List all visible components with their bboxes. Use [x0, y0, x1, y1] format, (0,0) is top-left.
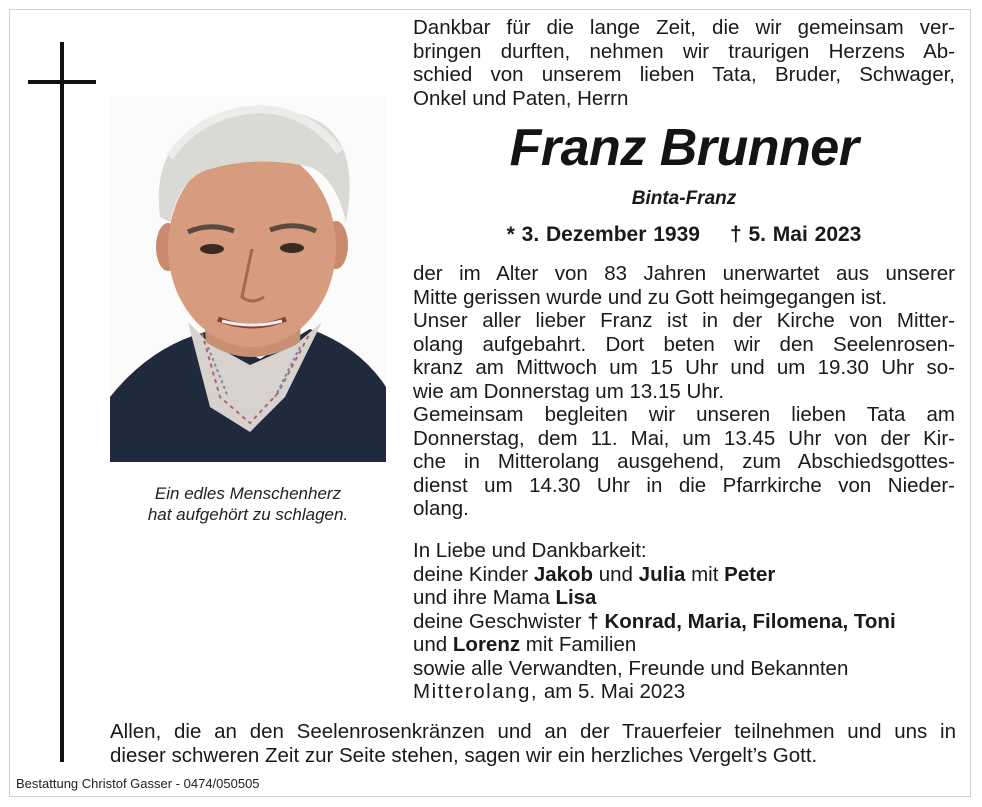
body-line: olang aufgebahrt. Dort beten wir den Seelenrosen- — [413, 332, 955, 356]
intro-line: schied von unserem lieben Tata, Bruder, Schwager, — [413, 63, 955, 86]
intro-line: Onkel und Paten, Herrn — [413, 86, 629, 110]
deceased-nickname: Binta-Franz — [631, 188, 737, 209]
portrait-photo — [110, 97, 386, 462]
life-dates — [413, 223, 955, 247]
body-line: che in Mitterolang ausgehend, zum Abschiedsgottes- — [413, 450, 955, 473]
body-line: Mitte gerissen wurde und zu Gott heimgegangen ist. — [413, 285, 888, 309]
intro-line: Dankbar für die lange Zeit, die wir gemeinsam ver- — [413, 16, 955, 39]
body-line: Gemeinsam begleiten wir unseren lieben Tata am — [413, 403, 955, 426]
funeral-home-footer: Bestattung Christof Gasser - 0474/050505 — [16, 776, 260, 791]
mourners-list — [413, 539, 955, 681]
body-line: dienst um 14.30 Uhr in die Pfarrkirche von Nieder- — [413, 473, 955, 497]
photo-caption — [110, 483, 386, 525]
funeral-details — [413, 262, 955, 521]
body-line: wie am Donnerstag um 13.15 Uhr. — [413, 379, 725, 403]
mourners-line: deine Kinder Jakob und Julia mit Peter — [413, 562, 776, 586]
caption-line: hat aufgehört zu schlagen. — [147, 505, 349, 524]
birth-date: * 3. Dezember 1939 — [506, 223, 700, 246]
cross-icon-horizontal — [28, 80, 96, 84]
place-and-date — [413, 680, 955, 704]
body-line: Unser aller lieber Franz ist in der Kirche von Mitter- — [413, 309, 955, 332]
intro-line: bringen durften, nehmen wir traurigen Herzens Ab- — [413, 39, 955, 63]
place: Mitterolang, — [413, 680, 539, 703]
thanks-line: dieser schweren Zeit zur Seite stehen, sagen wir ein herzliches Vergelt’s Gott. — [110, 743, 818, 767]
mourners-line: und ihre Mama Lisa — [413, 586, 597, 610]
body-line: der im Alter von 83 Jahren unerwartet aus unserer — [413, 262, 955, 285]
mourners-line: deine Geschwister † Konrad, Maria, Filomena, Toni — [413, 609, 896, 633]
mourners-line: und Lorenz mit Familien — [413, 633, 637, 657]
body-line: olang. — [413, 497, 469, 520]
body-line: kranz am Mittwoch um 15 Uhr und um 19.30 Uhr so- — [413, 356, 955, 379]
cross-icon-vertical — [60, 42, 64, 762]
thanks-paragraph — [110, 720, 956, 767]
portrait-illustration — [110, 97, 386, 462]
thanks-line: Allen, die an den Seelenrosenkränzen und an der Trauerfeier teilnehmen und uns in — [110, 720, 956, 743]
intro-paragraph — [413, 16, 955, 110]
body-line: Donnerstag, dem 11. Mai, um 13.45 Uhr von der Kir- — [413, 426, 955, 450]
death-date: † 5. Mai 2023 — [729, 223, 862, 246]
caption-line: Ein edles Menschenherz — [154, 484, 342, 503]
mourners-line: sowie alle Verwandten, Freunde und Bekannten — [413, 656, 849, 680]
date: am 5. Mai 2023 — [543, 680, 686, 703]
mourners-line: In Liebe und Dankbarkeit: — [413, 539, 647, 562]
deceased-name: Franz Brunner — [509, 119, 859, 177]
